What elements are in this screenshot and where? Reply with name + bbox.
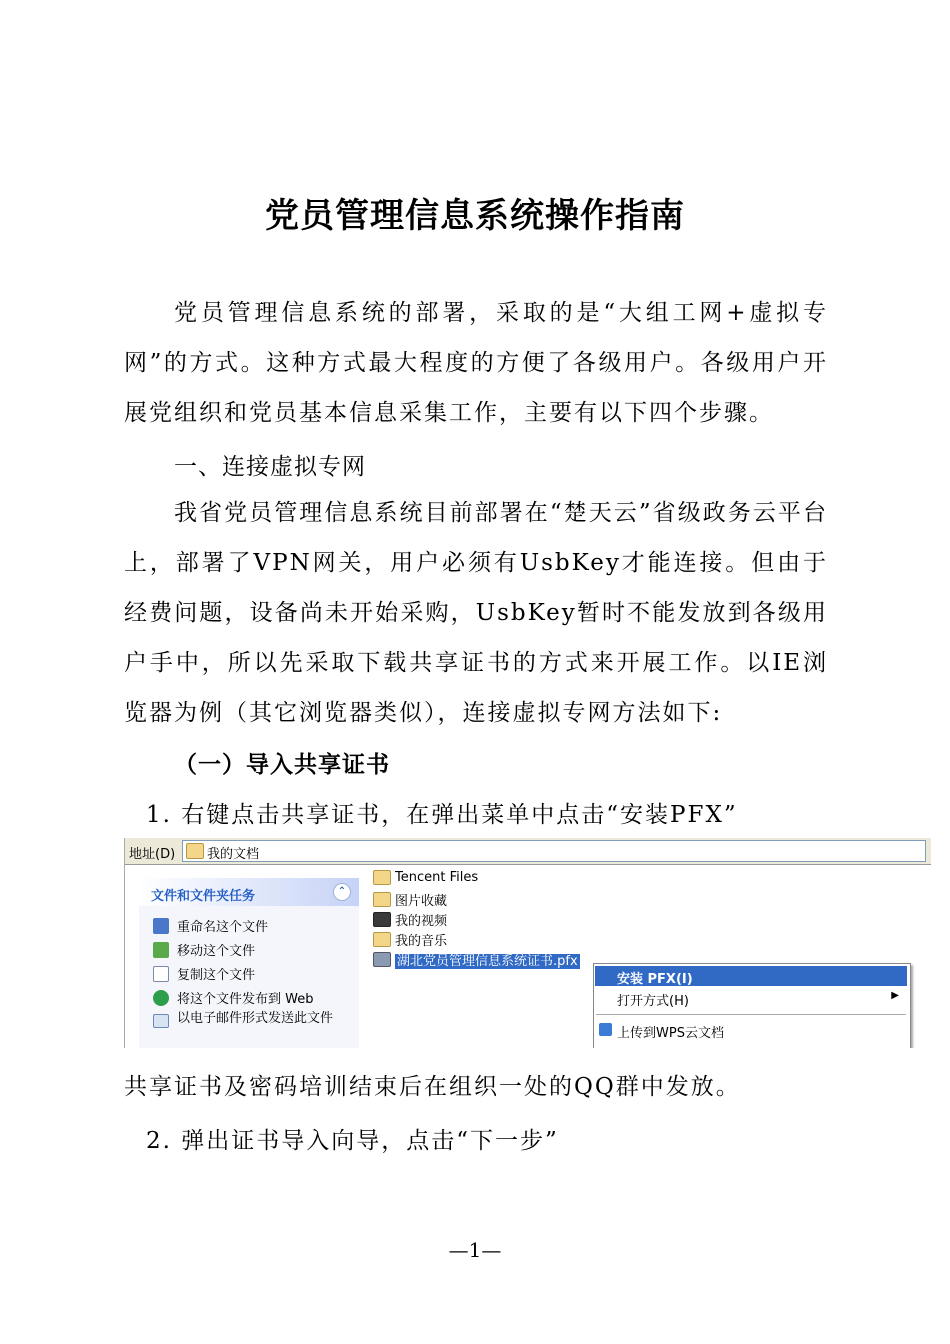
task-move[interactable]: 移动这个文件: [153, 940, 255, 959]
task-pane-header[interactable]: [139, 878, 359, 906]
step1-text: 1. 右键点击共享证书，在弹出菜单中点击“安装PFX”: [146, 802, 738, 828]
collapse-icon[interactable]: ⌃: [333, 883, 351, 901]
pictures-folder-icon: [373, 892, 391, 907]
address-label: 地址(D): [129, 847, 176, 862]
certificate-icon: [373, 952, 391, 967]
task-pane-title: 文件和文件夹任务: [151, 889, 256, 904]
file-item[interactable]: Tencent Files: [373, 870, 478, 885]
music-folder-icon: [373, 932, 391, 947]
menu-separator: [596, 1014, 906, 1015]
task-publish-web[interactable]: 将这个文件发布到 Web: [153, 988, 313, 1007]
section1-heading: 一、连接虚拟专网: [174, 454, 366, 480]
move-icon: [153, 942, 169, 958]
menu-open-with[interactable]: 打开方式(H) ▶: [617, 990, 899, 1009]
task-rename[interactable]: 重命名这个文件: [153, 916, 268, 935]
menu-upload-wps[interactable]: 上传到WPS云文档: [595, 1020, 907, 1040]
address-value: 我的文档: [207, 847, 260, 862]
videos-folder-icon: [373, 912, 391, 927]
file-item[interactable]: 我的音乐: [373, 930, 447, 949]
page-number: —1—: [448, 1238, 502, 1262]
subsection-heading: （一）导入共享证书: [174, 752, 390, 778]
file-item[interactable]: 我的视频: [373, 910, 447, 929]
intro-paragraph: 党员管理信息系统的部署，采取的是“大组工网+虚拟专网”的方式。这种方式最大程度的方便了各级用户。各级用户开展党组织和党员基本信息采集工作，主要有以下四个步骤。: [124, 300, 828, 426]
address-field[interactable]: [182, 840, 926, 862]
task-pane: [139, 878, 359, 1048]
explorer-screenshot: [124, 838, 931, 1048]
task-copy[interactable]: 复制这个文件: [153, 964, 255, 983]
rename-icon: [153, 918, 169, 934]
email-icon: [153, 1014, 169, 1028]
folder-icon: [186, 843, 204, 859]
cloud-upload-icon: [599, 1023, 612, 1036]
file-item[interactable]: 图片收藏: [373, 890, 447, 909]
web-publish-icon: [153, 990, 169, 1006]
address-bar: [125, 838, 931, 865]
after-screenshot-text: 共享证书及密码培训结束后在组织一处的QQ群中发放。: [124, 1074, 741, 1100]
context-menu: [593, 963, 911, 1048]
submenu-arrow-icon: ▶: [891, 990, 899, 1001]
folder-icon: [373, 870, 391, 885]
step2-text: 2. 弹出证书导入向导，点击“下一步”: [146, 1128, 559, 1154]
task-email[interactable]: 以电子邮件形式发送此文件: [153, 1012, 343, 1028]
copy-icon: [153, 966, 169, 982]
section1-paragraph: 我省党员管理信息系统目前部署在“楚天云”省级政务云平台上，部署了VPN网关，用户必须有UsbKey才能连接。但由于经费问题，设备尚未开始采购，UsbKey暂时不能发放到各级用户手中，所以先采取下载共享证书的方式来开展工作。以IE浏览器为例（其它浏览器类似），连接虚拟专网方法如下:: [124, 500, 828, 726]
menu-install-pfx[interactable]: 安装 PFX(I): [595, 966, 907, 986]
certificate-file[interactable]: 湖北党员管理信息系统证书.pfx: [373, 950, 580, 969]
document-title: 党员管理信息系统操作指南: [265, 196, 685, 236]
